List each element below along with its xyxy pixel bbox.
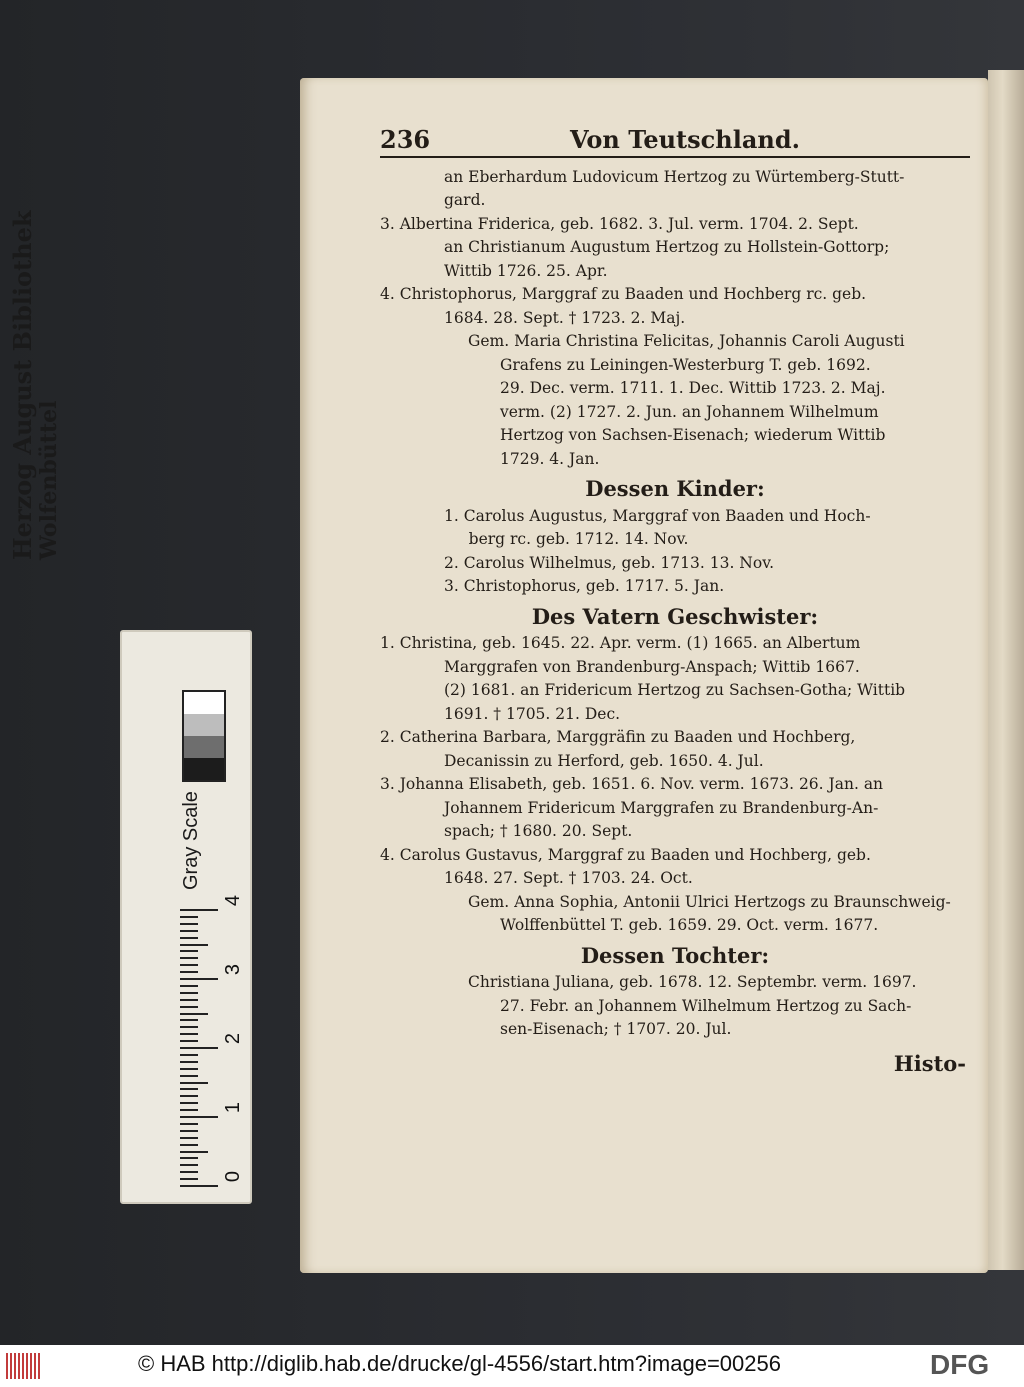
ruler-tick [180, 971, 198, 973]
ruler-tick-number: 2 [222, 1032, 245, 1045]
heading-geschwister: Des Vatern Geschwister: [531, 603, 819, 629]
text-line: Gem. Anna Sophia, Antonii Ulrici Hertzogs zu Braunschweig- [468, 892, 951, 911]
swatch-black [184, 758, 224, 780]
ruler-tick [180, 950, 198, 952]
ruler-tick [180, 1157, 198, 1159]
next-page-edge [988, 70, 1024, 1270]
text-line: Christiana Juliana, geb. 1678. 12. Septembr. verm. 1697. [468, 973, 917, 991]
text-line: 1. Christina, geb. 1645. 22. Apr. verm. (1) 1665. an Albertum [380, 634, 861, 652]
ruler-tick [180, 937, 198, 939]
header-rule [380, 156, 970, 158]
text-line: Johannem Fridericum Marggrafen zu Brandenburg-An- [444, 798, 879, 817]
text-line: 1691. † 1705. 21. Dec. [444, 704, 621, 723]
text-block-tochter [380, 971, 970, 1042]
text-line: verm. (2) 1727. 2. Jun. an Johannem Wilhelmum [500, 402, 879, 421]
ruler-tick-number: 4 [222, 894, 245, 907]
text-line: Grafens zu Leiningen-Westerburg T. geb. 1692. [500, 355, 871, 374]
heading-tochter: Dessen Tochter: [580, 942, 770, 968]
text-line: an Christianum Augustum Hertzog zu Hollstein-Gottorp; [444, 238, 890, 256]
ruler-tick [180, 1109, 198, 1111]
ruler-ticks [180, 900, 240, 1190]
text-line: Marggrafen von Brandenburg-Anspach; Wittib 1667. [444, 657, 860, 676]
text-line: 4. Carolus Gustavus, Marggraf zu Baaden und Hochberg, geb. [380, 845, 871, 864]
ruler-tick [180, 1075, 198, 1077]
ruler-tick [180, 909, 218, 911]
text-line: Decanissin zu Herford, geb. 1650. 4. Jul. [444, 751, 764, 770]
ruler-tick [180, 1054, 198, 1056]
ruler-tick [180, 1137, 198, 1139]
page-header [380, 125, 970, 154]
ruler-tick [180, 944, 208, 946]
ruler-institution-label [10, 211, 62, 560]
text-line: 4. Christophorus, Marggraf zu Baaden und Hochberg rc. geb. [380, 285, 867, 303]
ruler-tick [180, 1123, 198, 1125]
ruler-tick [180, 985, 198, 987]
ruler-tick [180, 1088, 198, 1090]
text-line: berg rc. geb. 1712. 14. Nov. [444, 530, 689, 548]
ruler-tick [180, 1068, 198, 1070]
catchword: Histo- [893, 1050, 966, 1076]
ruler-tick-number: 0 [222, 1170, 245, 1183]
ruler-tick [180, 1033, 198, 1035]
ruler-tick [180, 1040, 198, 1042]
text-line: Wittib 1726. 25. Apr. [444, 261, 608, 280]
gray-scale-swatches [182, 690, 226, 782]
ruler-tick [180, 930, 198, 932]
text-line: 1684. 28. Sept. † 1723. 2. Maj. [444, 308, 686, 327]
ruler-tick [180, 957, 198, 959]
dfg-logo: DFG [930, 1349, 990, 1380]
text-line: 1. Carolus Augustus, Marggraf von Baaden und Hoch- [444, 506, 871, 525]
ruler-tick-number: 1 [222, 1101, 245, 1114]
swatch-white [184, 692, 224, 714]
ruler-tick [180, 1095, 198, 1097]
text-line: 1648. 27. Sept. † 1703. 24. Oct. [444, 869, 693, 887]
ruler-tick [180, 1019, 198, 1021]
ruler-tick [180, 1026, 198, 1028]
text-line: 1729. 4. Jan. [500, 449, 600, 468]
text-block-geschwister [380, 632, 970, 938]
ruler-tick [180, 1102, 198, 1104]
heading-kinder: Dessen Kinder: [585, 476, 765, 501]
gray-scale-label: Gray Scale [180, 791, 202, 890]
footer-bar [0, 1345, 1024, 1387]
text-line: spach; † 1680. 20. Sept. [444, 822, 633, 840]
text-line: Hertzog von Sachsen-Eisenach; wiederum Wittib [500, 426, 886, 444]
page-number: 236 [380, 125, 431, 154]
ruler-tick [180, 1130, 198, 1132]
ruler-tick [180, 992, 198, 994]
ruler-tick [180, 1047, 218, 1049]
ruler-tick [180, 916, 198, 918]
swatch-mid [184, 736, 224, 758]
page-content [380, 125, 970, 1076]
ruler-tick [180, 1164, 198, 1166]
ruler-tick [180, 1178, 198, 1180]
text-line: Wolffenbüttel T. geb. 1659. 29. Oct. verm. 1677. [500, 916, 879, 934]
ruler-tick [180, 999, 198, 1001]
ruler-tick [180, 1185, 218, 1187]
text-block-main [380, 166, 970, 472]
ruler-tick [180, 1082, 208, 1084]
text-line: 27. Febr. an Johannem Wilhelmum Hertzog zu Sach- [500, 996, 912, 1015]
ruler-tick [180, 1116, 218, 1118]
text-line: (2) 1681. an Fridericum Hertzog zu Sachsen-Gotha; Wittib [444, 681, 906, 699]
text-line: an Eberhardum Ludovicum Hertzog zu Würtemberg-Stutt- [444, 167, 905, 186]
ruler-tick-number: 3 [222, 963, 245, 976]
barcode-icon [6, 1353, 40, 1379]
ruler-tick [180, 1013, 208, 1015]
ruler-title-line1: Herzog August Bibliothek [8, 210, 37, 560]
text-line: 29. Dec. verm. 1711. 1. Dec. Wittib 1723. 2. Maj. [500, 379, 886, 397]
running-head: Von Teutschland. [570, 125, 800, 154]
text-line: 2. Carolus Wilhelmus, geb. 1713. 13. Nov. [444, 553, 775, 572]
swatch-light [184, 714, 224, 736]
ruler-title-line2: Wolfenbüttel [36, 400, 62, 560]
text-line: 2. Catherina Barbara, Marggräfin zu Baaden und Hochberg, [380, 728, 856, 746]
text-line: Gem. Maria Christina Felicitas, Johannis Caroli Augusti [468, 332, 905, 350]
ruler-tick [180, 1006, 198, 1008]
ruler-tick [180, 1171, 198, 1173]
text-line: 3. Albertina Friderica, geb. 1682. 3. Jul. verm. 1704. 2. Sept. [380, 214, 859, 233]
text-block-kinder [380, 505, 970, 599]
text-line: 3. Johanna Elisabeth, geb. 1651. 6. Nov. verm. 1673. 26. Jan. an [380, 775, 884, 793]
ruler-tick [180, 978, 218, 980]
text-line: gard. [444, 191, 486, 209]
ruler-tick [180, 1061, 198, 1063]
ruler-tick [180, 923, 198, 925]
ruler-tick [180, 1144, 198, 1146]
ruler-tick [180, 964, 198, 966]
text-line: 3. Christophorus, geb. 1717. 5. Jan. [444, 577, 725, 595]
footer-credit[interactable]: © HAB http://diglib.hab.de/drucke/gl-4556/start.htm?image=00256 [138, 1351, 781, 1376]
text-line: sen-Eisenach; † 1707. 20. Jul. [500, 1020, 732, 1038]
ruler-tick [180, 1151, 208, 1153]
